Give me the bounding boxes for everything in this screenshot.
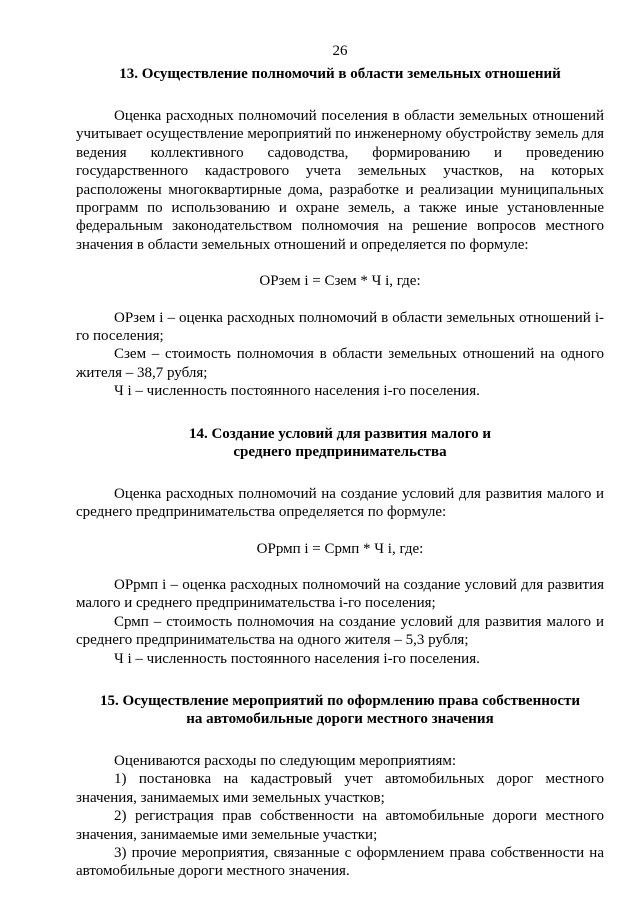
section-14-definition: ОРрмп i – оценка расходных полномочий на создание условий для развития малого и среднего предпринимательства i-го поселения; <box>76 576 604 612</box>
section-13-intro: Оценка расходных полномочий поселения в области земельных отношений учитывает осуществление мероприятий по инженерному обустройству земель для ведения коллективного садоводства, формированию и проведению государственного кадастрового учета земельных участков, на которых расположены многоквартирные дома, разработке и реализации муниципальных программ по использованию и охране земель, а также иные установленные федеральным законодательством полномочия на решение вопросов местного значения в области земельных отношений и определяется по формуле: <box>76 108 604 253</box>
section-15-item: 3) прочие мероприятия, связанные с оформлением права собственности на автомобильные дороги местного значения. <box>76 844 604 880</box>
section-14-heading: 14. Создание условий для развития малого и среднего предпринимательства <box>188 425 492 460</box>
section-13-formula: ОРзем i = Сзем * Ч i, где: <box>259 273 421 290</box>
page-number: 26 <box>332 43 348 59</box>
section-13-definition: Ч i – численность постоянного населения i-го поселения. <box>114 383 480 400</box>
section-15-item: 1) постановка на кадастровый учет автомобильных дорог местного значения, занимаемых ими земельных участков; <box>76 771 604 806</box>
section-13-heading: 13. Осуществление полномочий в области земельных отношений <box>119 66 561 82</box>
section-14-definition: Срмп – стоимость полномочия на создание условий для развития малого и среднего предпринимательства на одного жителя – 5,3 рубля; <box>76 613 604 649</box>
section-14-intro: Оценка расходных полномочий на создание условий для развития малого и среднего предпринимательства определяется по формуле: <box>76 485 604 521</box>
section-14-formula: ОРрмп i = Срмп * Ч i, где: <box>256 540 424 557</box>
section-15-intro: Оцениваются расходы по следующим мероприятиям: <box>114 752 457 769</box>
section-14-definition: Ч i – численность постоянного населения i-го поселения. <box>114 650 480 667</box>
section-13-definition: Сзем – стоимость полномочия в области земельных отношений на одного жителя – 38,7 рубля; <box>76 346 604 381</box>
section-15-heading-line1: 15. Осуществление мероприятий по оформлению права собственности <box>99 692 581 709</box>
section-13-definition: ОРзем i – оценка расходных полномочий в области земельных отношений i-го поселения; <box>76 309 604 345</box>
section-15-heading-line2: на автомобильные дороги местного значения <box>186 710 494 727</box>
section-15-item: 2) регистрация прав собственности на автомобильные дороги местного значения, занимаемые ими земельные участки; <box>76 808 604 843</box>
